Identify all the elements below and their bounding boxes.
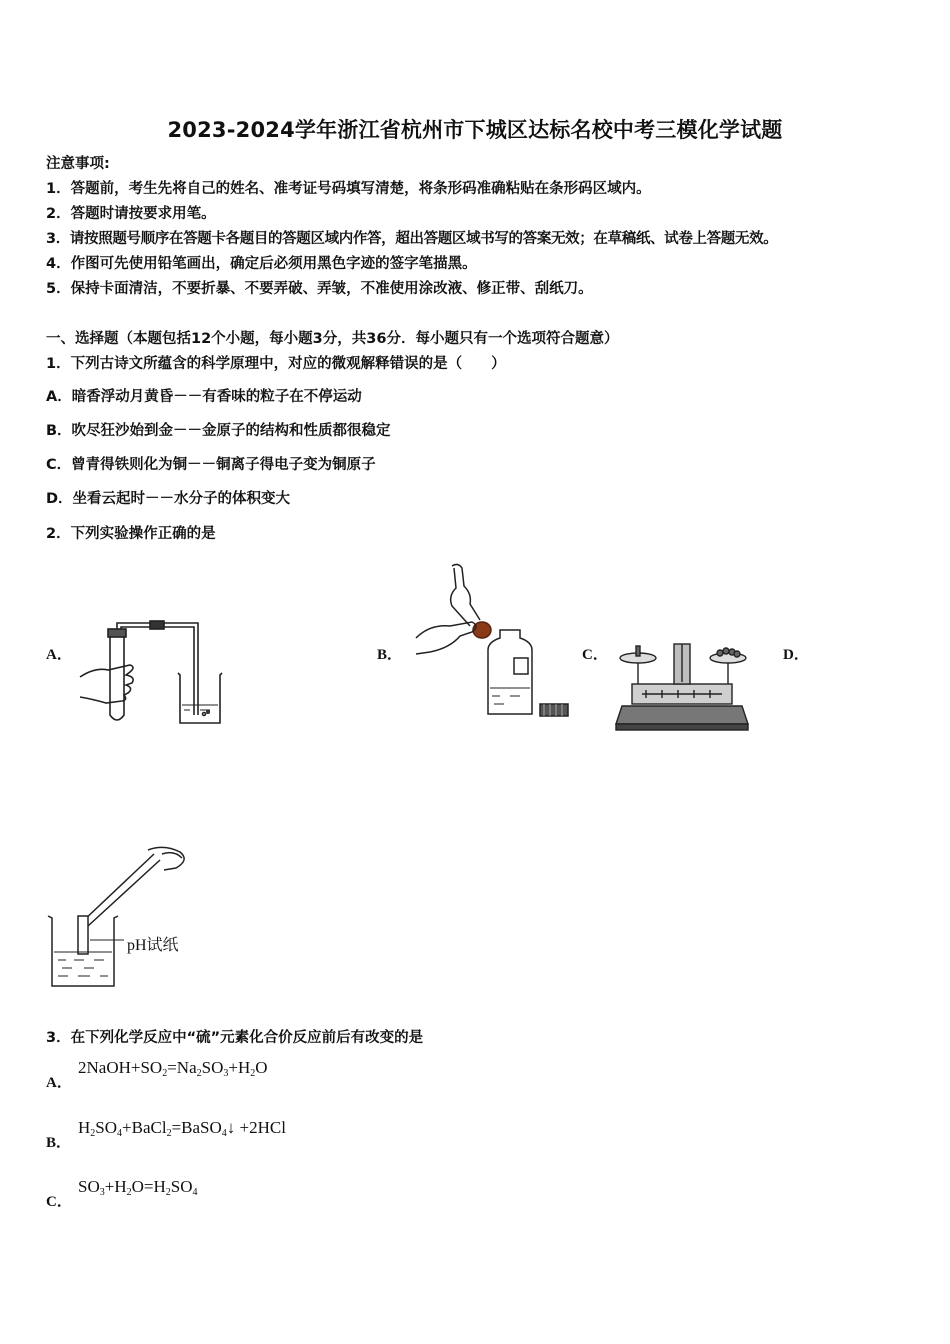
equation-c: $SO_3+H_2O=H_2SO_4$	[78, 1177, 198, 1198]
option-b-label: B．	[377, 647, 403, 663]
option-b-label: B．	[46, 1135, 72, 1151]
question-stem: 1．下列古诗文所蕴含的科学原理中，对应的微观解释错误的是（ ）	[46, 356, 506, 372]
notice-item: 4．作图可先使用铅笔画出，确定后必须用黑色字迹的签字笔描黑。	[46, 256, 477, 272]
option-c-label: C．	[582, 647, 608, 663]
option-a-label: A．	[46, 1075, 72, 1091]
notice-item: 2．答题时请按要求用笔。	[46, 206, 216, 222]
option-a: A．暗香浮动月黄昏－－有香味的粒子在不停运动	[46, 389, 362, 405]
figure-airtightness-check	[70, 615, 230, 730]
option-b: B．吹尽狂沙始到金－－金原子的结构和性质都很稳定	[46, 423, 391, 439]
notice-heading: 注意事项:	[46, 156, 110, 172]
ph-paper-label: pH试纸	[127, 937, 179, 954]
option-d-label: D．	[783, 647, 809, 663]
option-c-label: C．	[46, 1194, 72, 1210]
notice-item: 3．请按照题号顺序在答题卡各题目的答题区域内作答，超出答题区域书写的答案无效；在草稿纸、试卷上答题无效。	[46, 231, 778, 247]
option-d: D．坐看云起时－－水分子的体积变大	[46, 491, 291, 507]
notice-item: 1．答题前，考生先将自己的姓名、准考证号码填写清楚，将条形码准确粘贴在条形码区域内。	[46, 181, 651, 197]
equation-a: $2NaOH+SO_2=Na_2SO_3+H_2O$	[78, 1058, 268, 1079]
question-stem: 2．下列实验操作正确的是	[46, 526, 216, 542]
notice-item: 5．保持卡面清洁，不要折暴、不要弄破、弄皱，不准使用涂改液、修正带、刮纸刀。	[46, 281, 593, 297]
page-title: 2023-2024学年浙江省杭州市下城区达标名校中考三模化学试题	[167, 118, 783, 142]
equation-b: $H_2SO_4+BaCl_2=BaSO_4↓ +2HCl$	[78, 1118, 286, 1139]
option-c: C．曾青得铁则化为铜－－铜离子得电子变为铜原子	[46, 457, 376, 473]
option-a-label: A．	[46, 647, 72, 663]
section-heading: 一、选择题（本题包括12个小题，每小题3分，共36分．每小题只有一个选项符合题意）	[46, 331, 619, 347]
figure-dropper-bottle	[410, 560, 580, 720]
question-stem: 3．在下列化学反应中“硫”元素化合价反应前后有改变的是	[46, 1030, 424, 1046]
figure-ph-test	[44, 840, 204, 990]
figure-balance-scale	[612, 636, 752, 732]
